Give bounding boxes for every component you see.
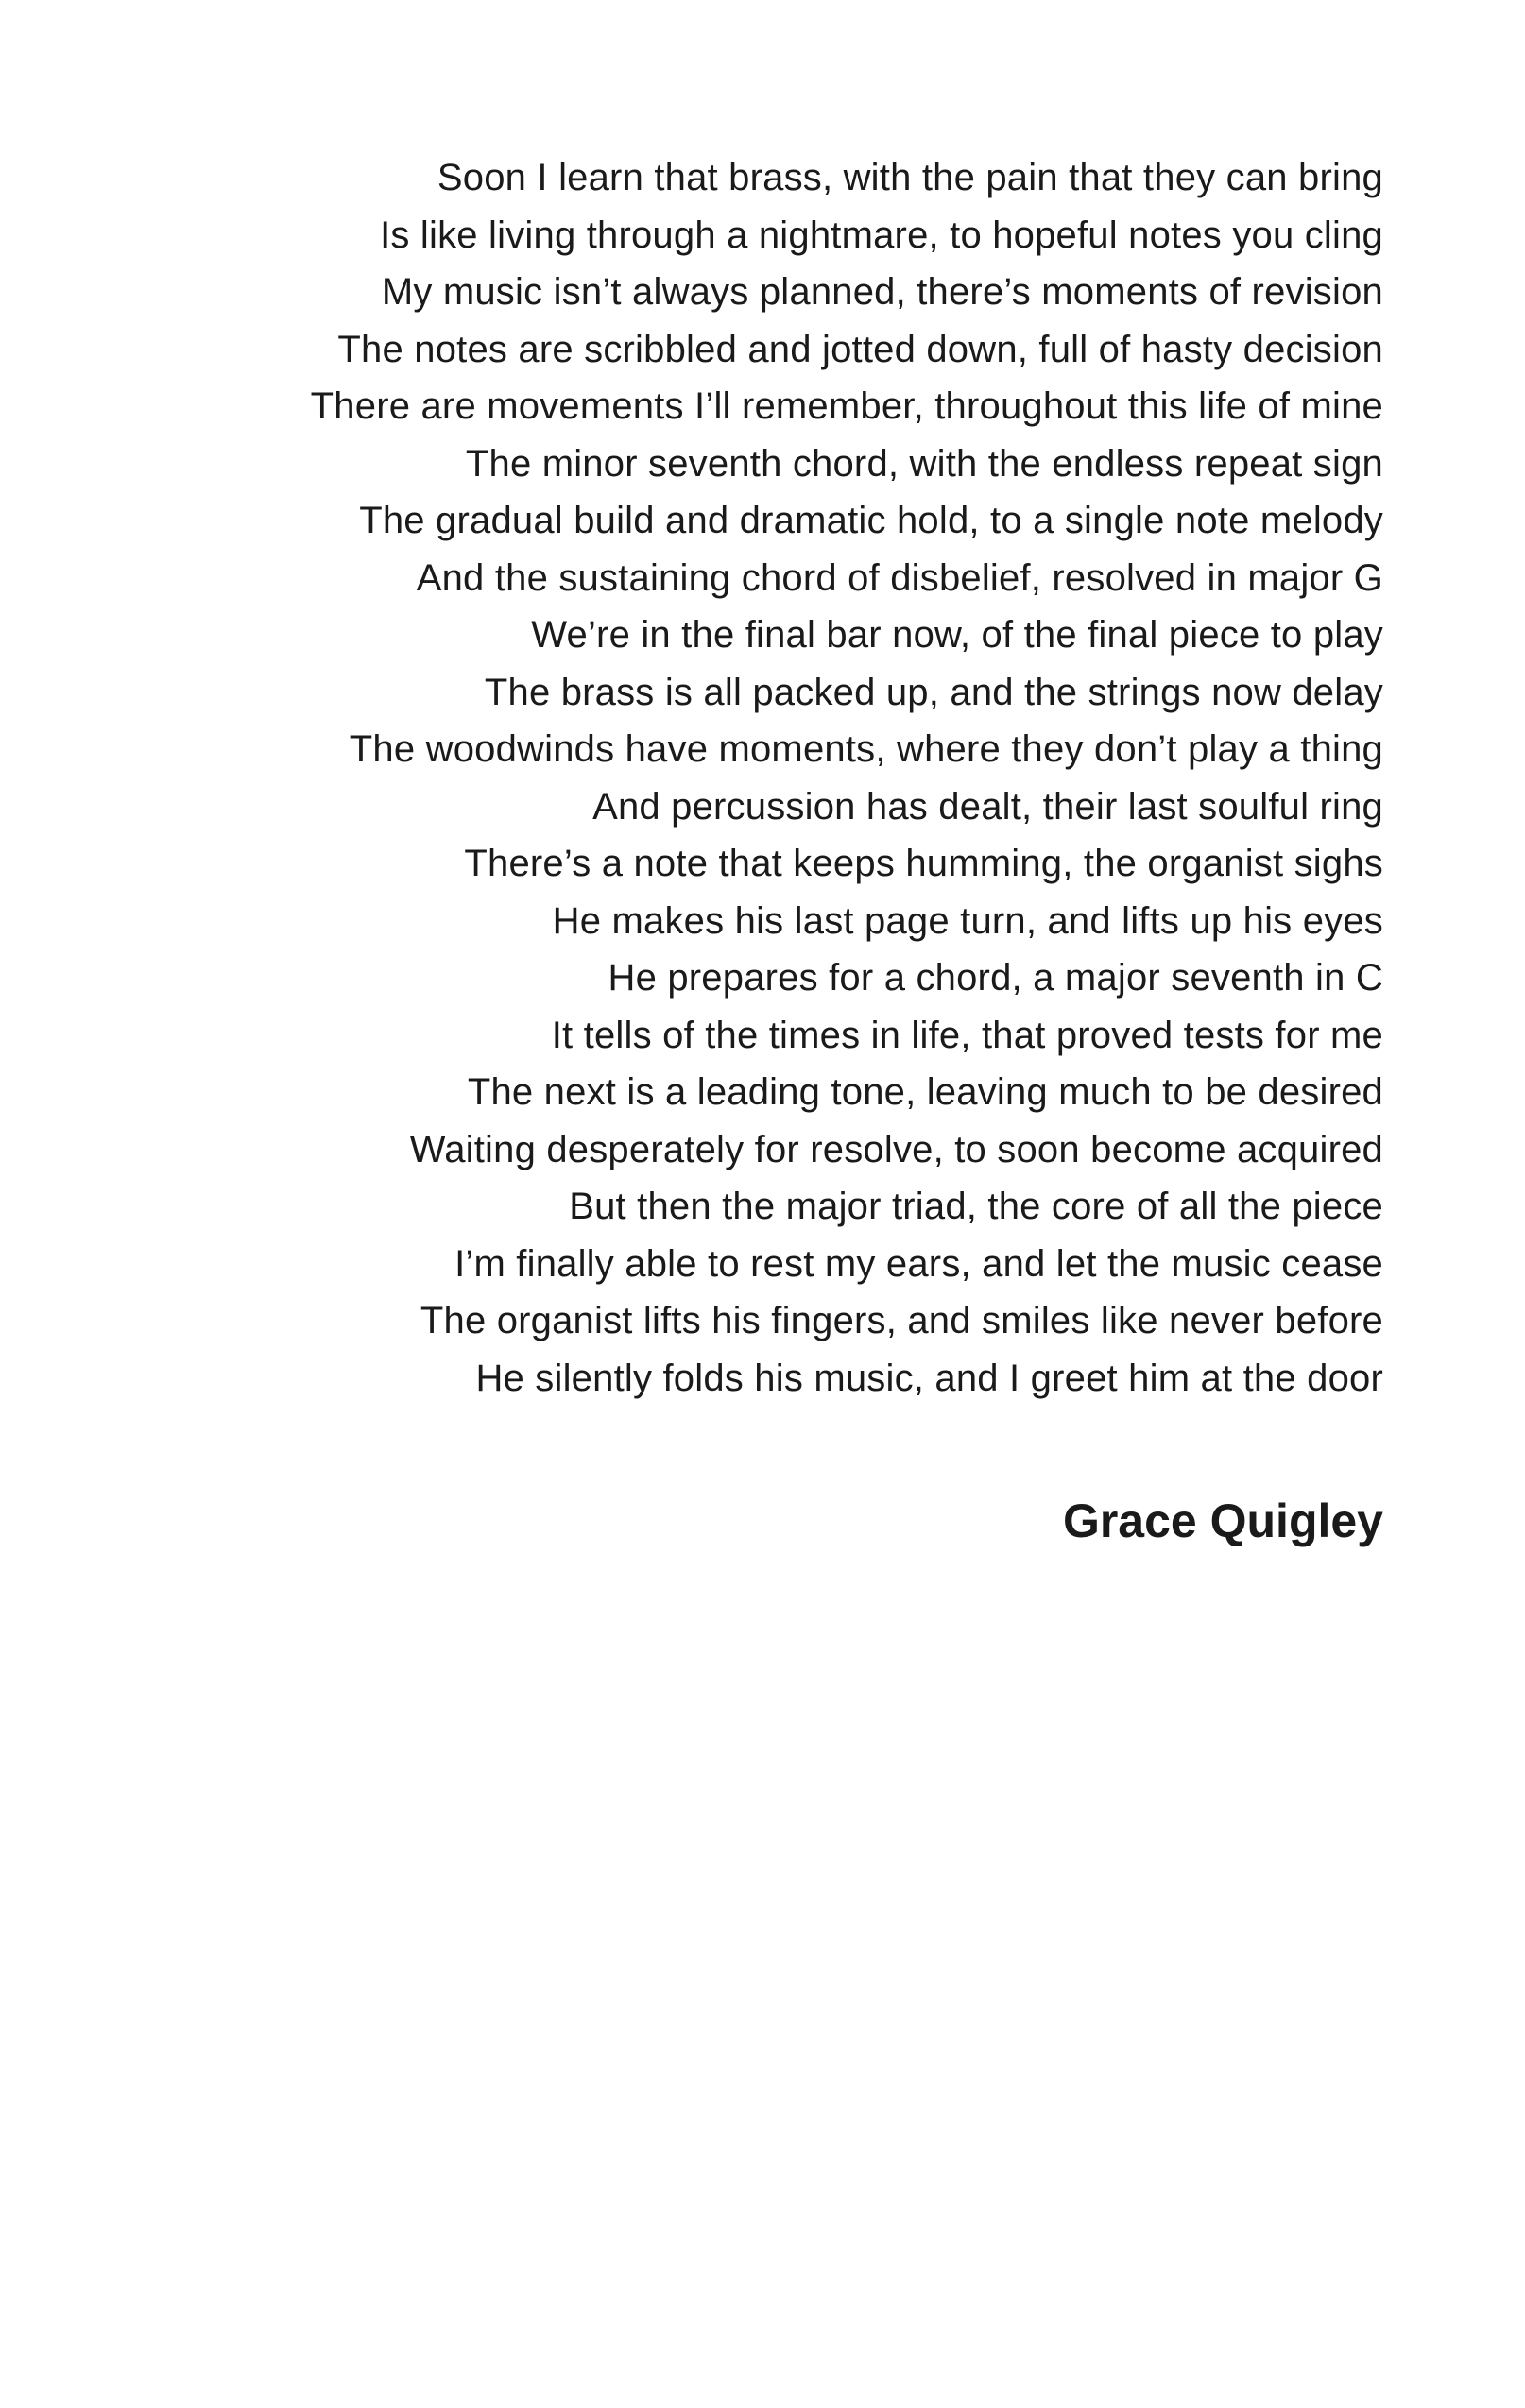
- poem-line: There are movements I’ll remember, throughout this life of mine: [310, 385, 1383, 427]
- poem-line: The gradual build and dramatic hold, to a single note melody: [359, 500, 1383, 541]
- poem-line: I’m finally able to rest my ears, and let the music cease: [454, 1242, 1383, 1285]
- poem-line: My music isn’t always planned, there’s moments of revision: [381, 271, 1383, 313]
- poem-line: He makes his last page turn, and lifts up his eyes: [552, 899, 1383, 942]
- poem-line: The organist lifts his fingers, and smiles like never before: [420, 1300, 1383, 1341]
- author-name: Grace Quigley: [1062, 1494, 1383, 1547]
- poem-line: The brass is all packed up, and the strings now delay: [484, 671, 1383, 713]
- poem-line: The next is a leading tone, leaving much to be desired: [467, 1071, 1383, 1113]
- poem-line: He silently folds his music, and I greet him at the door: [475, 1357, 1383, 1399]
- poem-line: He prepares for a chord, a major seventh in C: [608, 957, 1383, 999]
- poem-line: The notes are scribbled and jotted down, full of hasty decision: [337, 328, 1383, 370]
- poem-line: Is like living through a nightmare, to hopeful notes you cling: [380, 213, 1383, 256]
- poem-line: And the sustaining chord of disbelief, resolved in major G: [416, 556, 1383, 599]
- poem-line: There’s a note that keeps humming, the organist sighs: [464, 843, 1383, 884]
- poem-line: But then the major triad, the core of all the piece: [569, 1186, 1383, 1227]
- poem-line: We’re in the final bar now, of the final piece to play: [531, 614, 1383, 656]
- poem-line: And percussion has dealt, their last soulful ring: [592, 785, 1383, 828]
- poem-line: The woodwinds have moments, where they don’t play a thing: [349, 728, 1383, 770]
- poem-line: Soon I learn that brass, with the pain that they can bring: [437, 157, 1383, 198]
- poem-line: The minor seventh chord, with the endless repeat sign: [465, 442, 1383, 485]
- poem-line: Waiting desperately for resolve, to soon become acquired: [409, 1128, 1383, 1170]
- poem-body: [60, 149, 1383, 1407]
- poem-line: It tells of the times in life, that proved tests for me: [551, 1014, 1383, 1056]
